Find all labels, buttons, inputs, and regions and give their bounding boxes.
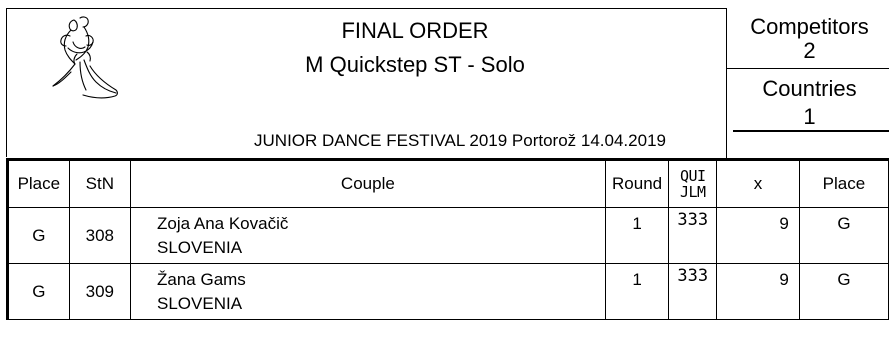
table-row [8,208,889,264]
column-header-judges [669,160,717,208]
x-cell: 9 [717,264,800,320]
round-cell: 1 [605,208,669,264]
x-cell: 9 [717,208,800,264]
countries-label: Countries [762,76,857,101]
competitor-name: Žana Gams [157,270,246,289]
column-header-place-final: Place [799,160,888,208]
judges-marks-cell: 333 [669,264,717,320]
place-cell: G [8,208,70,264]
round-cell: 1 [605,264,669,320]
competitors-count: 2 [803,38,816,63]
countries-underline [733,130,889,132]
competitor-country: SLOVENIA [157,238,243,257]
column-header-stn: StN [69,160,130,208]
competitor-name: Zoja Ana Kovačič [157,214,289,233]
dancing-couple-icon [40,14,140,114]
competitor-country: SLOVENIA [157,294,243,313]
table-header-row [8,160,889,208]
column-header-round: Round [605,160,669,208]
countries-count: 1 [803,104,816,129]
couple-cell [131,208,606,264]
column-header-x: x [717,160,800,208]
final-place-cell: G [799,208,888,264]
judges-header-bottom: JLM [679,183,706,201]
judges-marks-cell: 333 [669,208,717,264]
table-row [8,264,889,320]
start-number-cell: 308 [69,208,130,264]
page-title: FINAL ORDER [341,18,489,43]
dance-category: M Quickstep ST - Solo [305,52,525,77]
competitors-label: Competitors [750,14,869,39]
column-header-couple: Couple [131,160,606,208]
stats-divider [726,68,889,69]
start-number-cell: 309 [69,264,130,320]
results-header [0,0,889,158]
couple-cell [131,264,606,320]
place-cell: G [8,264,70,320]
event-info: JUNIOR DANCE FESTIVAL 2019 Portorož 14.04.2019 [254,131,666,150]
judges-header-top: QUI [679,167,706,185]
results-table [6,158,889,320]
column-header-place: Place [8,160,70,208]
final-place-cell: G [799,264,888,320]
